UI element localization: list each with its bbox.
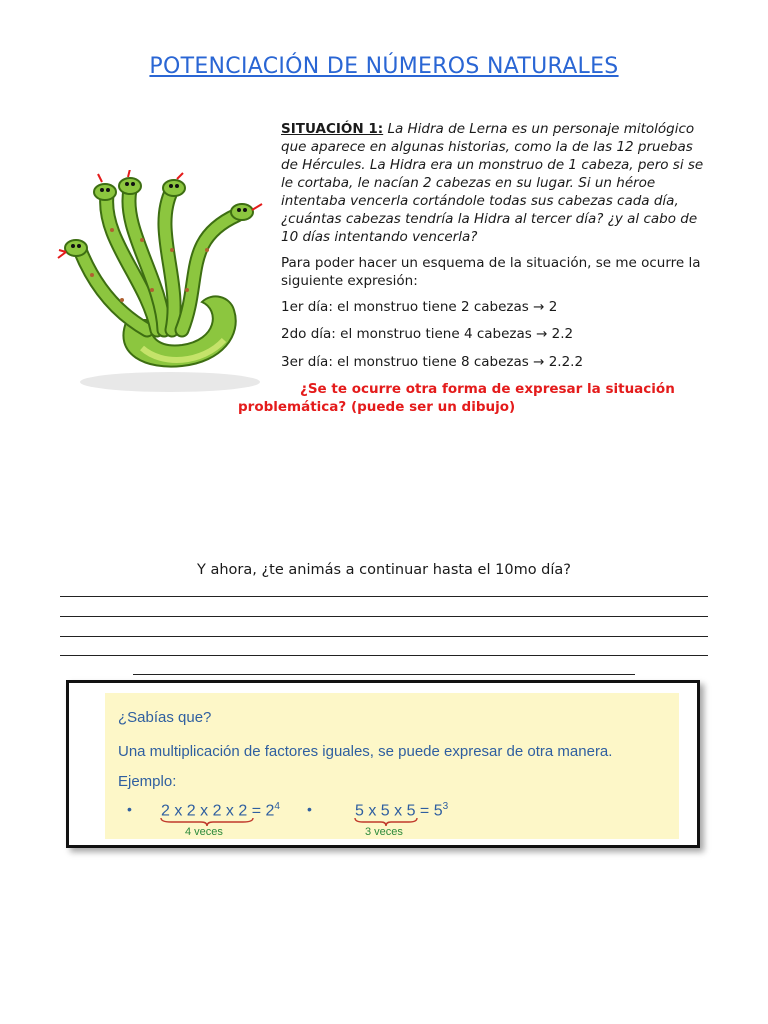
answer-line[interactable]	[60, 655, 708, 656]
scheme-intro: Para poder hacer un esquema de la situación, se me ocurre la siguiente expresión:	[281, 255, 701, 289]
example-1-equals: = 2	[247, 802, 275, 820]
situation-paragraph	[281, 120, 713, 246]
example-1-count: 4 veces	[185, 826, 223, 838]
day-3: 3er día: el monstruo tiene 8 cabezas → 2.2.2	[281, 354, 584, 370]
situation-label: SITUACIÓN 1:	[281, 121, 384, 137]
example-1-exponent: 4	[274, 801, 280, 812]
did-you-know-box	[66, 680, 700, 848]
example-2-exponent: 3	[442, 801, 449, 812]
bullet: •	[307, 801, 312, 817]
day-2: 2do día: el monstruo tiene 4 cabezas → 2.2	[281, 326, 574, 342]
day-1: 1er día: el monstruo tiene 2 cabezas → 2	[281, 299, 558, 315]
note-panel	[105, 693, 679, 839]
example-2-equals: = 5	[415, 802, 443, 820]
answer-line[interactable]	[60, 636, 708, 637]
page-title: POTENCIACIÓN DE NÚMEROS NATURALES	[149, 54, 619, 79]
hydra-illustration	[52, 170, 272, 395]
bullet: •	[127, 801, 132, 817]
example-2-count: 3 veces	[365, 826, 403, 838]
answer-line[interactable]	[60, 596, 708, 597]
example-2-factors: 5 x 5 x 5	[355, 802, 416, 820]
situation-text: La Hidra de Lerna es un personaje mitológico que aparece en algunas historias, como la de las 12 pruebas de Hércules. La Hidra era un monstruo de 1 cabeza, pero si se le cortaba, le nacían 2 cabezas en su lugar. Si un héroe intentaba vencerla cortándole todas sus cabezas cada día, ¿cuántas cabezas tendría la Hidra al tercer día? ¿y al cabo de 10 días intentando vencerla?	[281, 121, 704, 245]
answer-line[interactable]	[60, 616, 708, 617]
note-question: ¿Sabías que?	[118, 709, 212, 726]
answer-line[interactable]	[133, 674, 635, 675]
question-prompt: ¿Se te ocurre otra forma de expresar la situación problemática? (puede ser un dibujo)	[238, 381, 675, 415]
note-text: Una multiplicación de factores iguales, se puede expresar de otra manera.	[118, 743, 613, 760]
example-label: Ejemplo:	[118, 773, 177, 790]
continue-prompt: Y ahora, ¿te animás a continuar hasta el 10mo día?	[197, 562, 571, 578]
example-1-factors: 2 x 2 x 2 x 2	[161, 802, 248, 820]
